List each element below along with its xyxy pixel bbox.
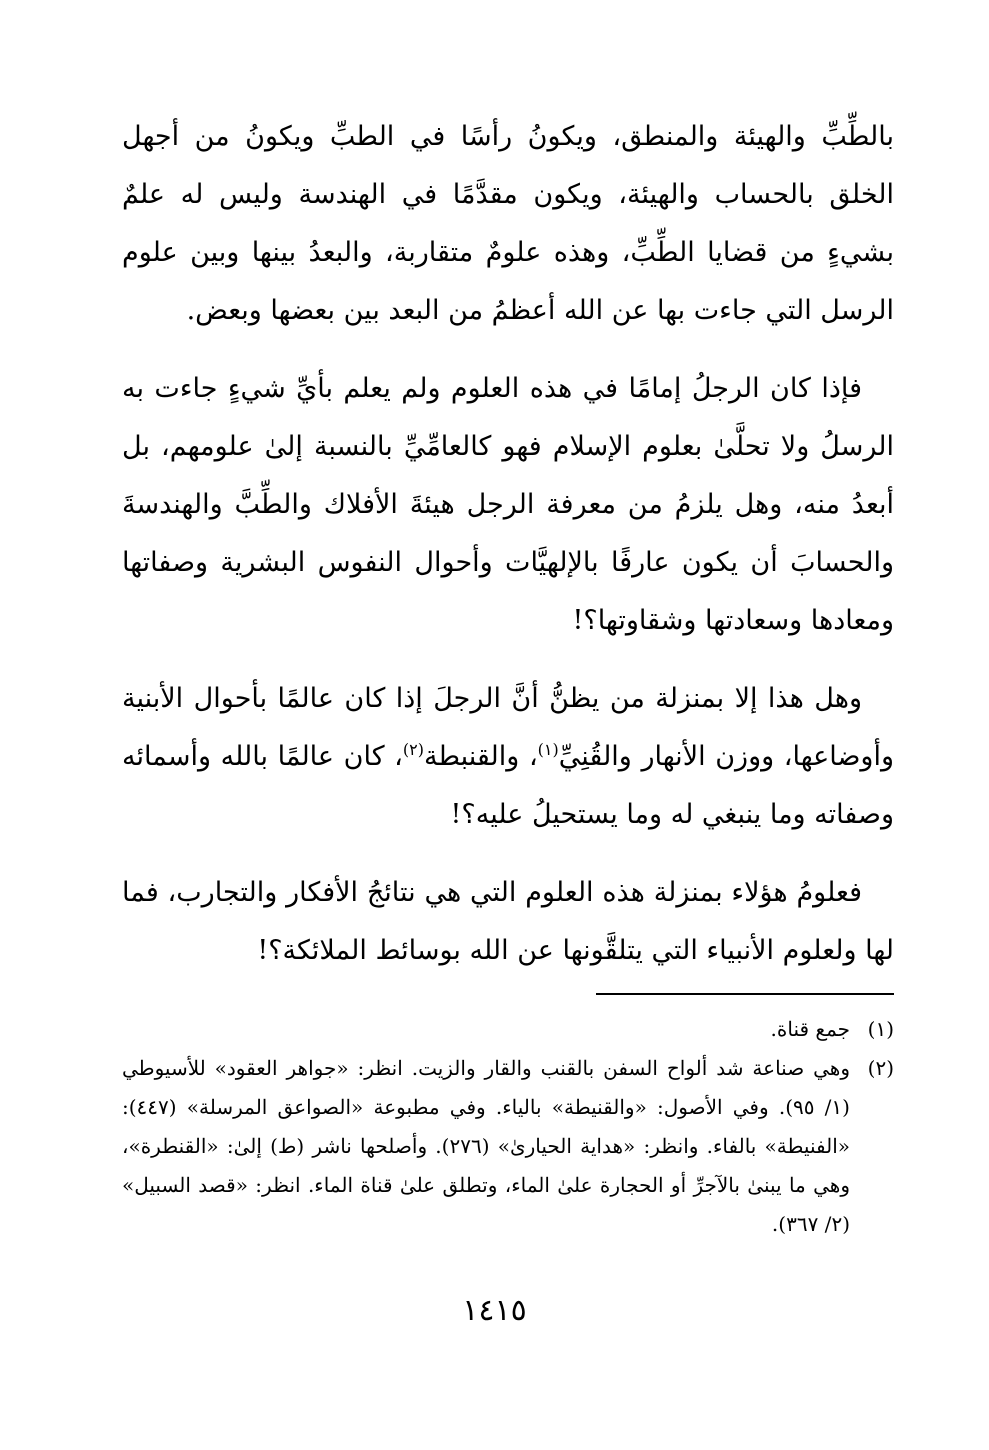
- paragraph-3-part-1: وهل هذا إلا بمنزلة من يظنُّ أنَّ الرجلَ إذا كان عالمًا بأحوال الأبنية وأوضاعها، ووزن الأنهار والقُنِيِّ: [122, 683, 895, 772]
- footnote-2-text: وهي صناعة شد ألواح السفن بالقنب والقار والزيت. انظر: «جواهر العقود» للأسيوطي (١/ ٩٥). وفي الأصول: «والقنيطة» بالياء. وفي مطبوعة «الصواعق المرسلة» (٤٤٧): «الفنيطة» بالفاء. وانظر: «هداية الحيارىٰ» (٢٧٦). وأصلحها ناشر (ط) إلىٰ: «القنطرة»، وهي ما يبنىٰ بالآجرِّ أو الحجارة علىٰ الماء، وتطلق علىٰ قناة الماء. انظر: «قصد السبيل» (٢/ ٣٦٧).: [122, 1056, 850, 1236]
- footnotes: [122, 1010, 894, 1244]
- page-number: ١٤١٥: [462, 1293, 527, 1328]
- footnote-separator: [596, 993, 894, 995]
- footnote-1: [122, 1010, 894, 1049]
- footnote-2: [122, 1049, 894, 1244]
- paragraph-3-part-3: ، كان عالمًا بالله وأسمائه وصفاته وما ينبغي له وما يستحيلُ عليه؟!: [122, 741, 894, 830]
- paragraph-2: فإذا كان الرجلُ إمامًا في هذه العلوم ولم يعلم بأيِّ شيءٍ جاءت به الرسلُ ولا تحلَّىٰ بعلوم الإسلام فهو كالعامِّيِّ بالنسبة إلىٰ علومهم، بل أبعدُ منه، وهل يلزمُ من معرفة الرجل هيئةَ الأفلاك والطِّبَّ والهندسةَ والحسابَ أن يكون عارفًا بالإلهيَّات وأحوال النفوس البشرية وصفاتها ومعادها وسعادتها وشقاوتها؟!: [122, 373, 894, 636]
- footnote-ref-1[interactable]: (١): [537, 740, 559, 759]
- footnote-ref-2[interactable]: (٢): [402, 740, 424, 759]
- paragraph-3-part-2: ، والقنبطة: [423, 741, 538, 772]
- footnote-1-number: (١): [867, 1017, 894, 1041]
- paragraph-4: فعلومُ هؤلاء بمنزلة هذه العلوم التي هي نتائجُ الأفكار والتجارب، فما لها ولعلوم الأنبياء التي يتلقَّونها عن الله بوسائط الملائكة؟!: [122, 877, 894, 966]
- footnote-1-text: جمع قناة.: [770, 1017, 850, 1041]
- footnote-2-number: (٢): [867, 1056, 894, 1080]
- paragraph-1: بالطِّبِّ والهيئة والمنطق، ويكونُ رأسًا في الطبِّ ويكونُ من أجهل الخلق بالحساب والهيئة، ويكون مقدَّمًا في الهندسة وليس له علمٌ بشيءٍ من قضايا الطِّبِّ، وهذه علومٌ متقاربة، والبعدُ بينها وبين علوم الرسل التي جاءت بها عن الله أعظمُ من البعد بين بعضها وبعض.: [122, 121, 894, 326]
- paragraph-3: [122, 670, 894, 844]
- main-text: [122, 108, 894, 1000]
